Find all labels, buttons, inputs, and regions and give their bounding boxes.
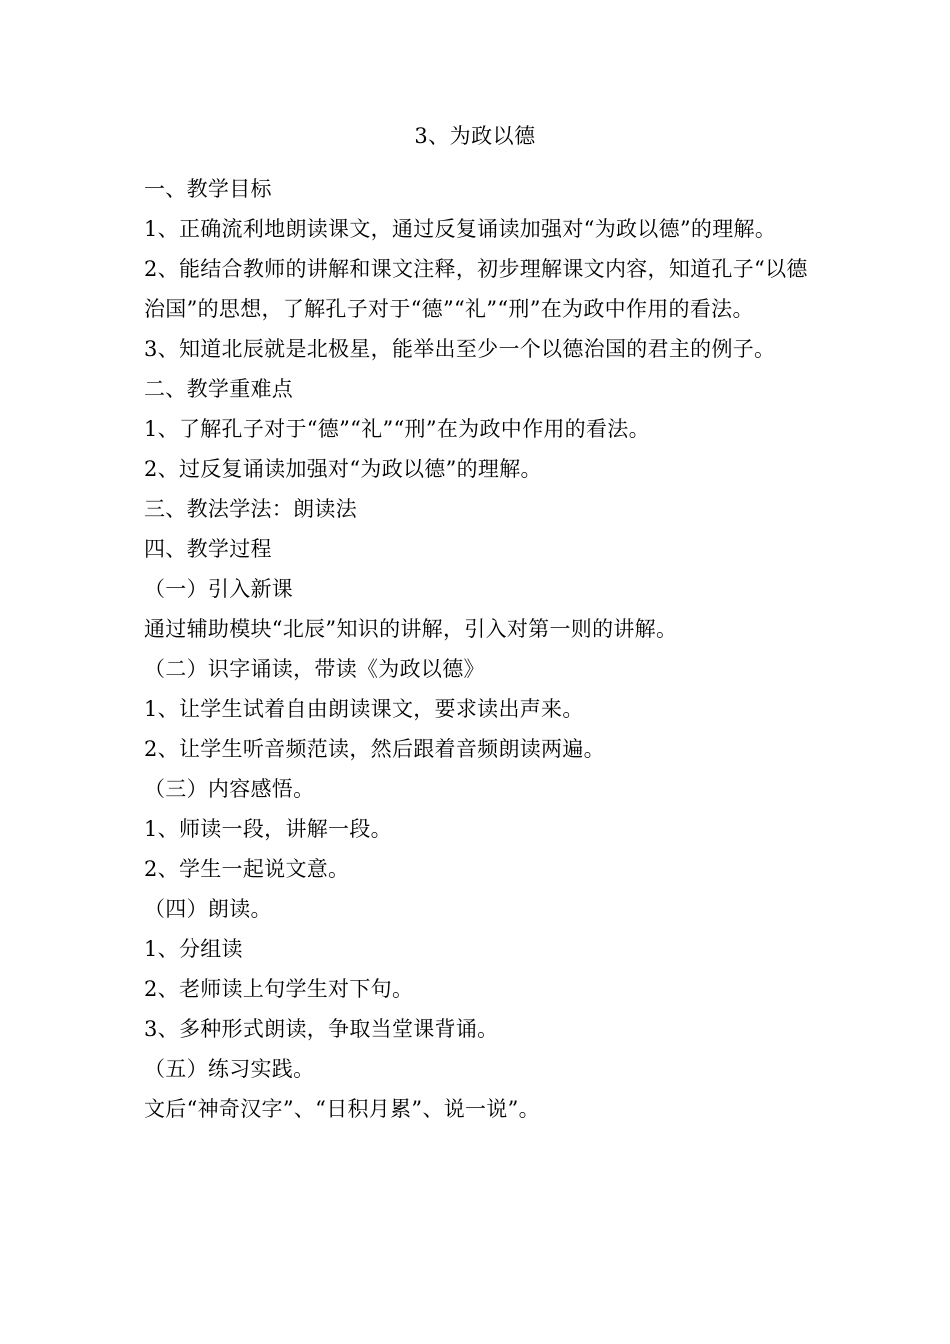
goal-item-3: 3、知道北辰就是北极星，能举出至少一个以德治国的君主的例子。 — [144, 337, 776, 361]
section-heading-process: 四、教学过程 — [144, 537, 272, 561]
process-step-heading-2: （二）识字诵读，带读《为政以德》 — [144, 657, 485, 681]
process-step-heading-1: （一）引入新课 — [144, 577, 294, 601]
section-heading-key-points: 二、教学重难点 — [144, 377, 294, 401]
process-step-text: 1、分组读 — [144, 937, 243, 961]
section-heading-methods: 三、教法学法：朗读法 — [144, 497, 357, 521]
process-step-text: 2、让学生听音频范读，然后跟着音频朗读两遍。 — [144, 737, 605, 761]
process-step-heading-5: （五）练习实践。 — [144, 1057, 315, 1081]
document-title: 3、为政以德 — [414, 124, 536, 148]
key-point-item-1: 1、了解孔子对于“德”“礼”“刑”在为政中作用的看法。 — [144, 417, 650, 441]
process-step-text: 1、让学生试着自由朗读课文，要求读出声来。 — [144, 697, 584, 721]
process-step-text: 文后“神奇汉字”、“日积月累”、说一说”。 — [144, 1097, 540, 1121]
goal-item-2: 2、能结合教师的讲解和课文注释，初步理解课文内容，知道孔子“以德治国”的思想，了解孔子对于“德”“礼”“刑”在为政中作用的看法。 — [144, 257, 808, 321]
process-step-text: 2、老师读上句学生对下句。 — [144, 977, 414, 1001]
process-step-heading-4: （四）朗读。 — [144, 897, 272, 921]
process-step-text: 1、师读一段，讲解一段。 — [144, 817, 392, 841]
process-step-text: 2、学生一起说文意。 — [144, 857, 350, 881]
document-body — [144, 169, 816, 1129]
process-step-heading-3: （三）内容感悟。 — [144, 777, 315, 801]
process-step-text: 通过辅助模块“北辰”知识的讲解，引入对第一则的讲解。 — [144, 617, 678, 641]
key-point-item-2: 2、过反复诵读加强对“为政以德”的理解。 — [144, 457, 542, 481]
process-step-text: 3、多种形式朗读，争取当堂课背诵。 — [144, 1017, 499, 1041]
goal-item-1: 1、正确流利地朗读课文，通过反复诵读加强对“为政以德”的理解。 — [144, 217, 777, 241]
section-heading-goals: 一、教学目标 — [144, 177, 272, 201]
